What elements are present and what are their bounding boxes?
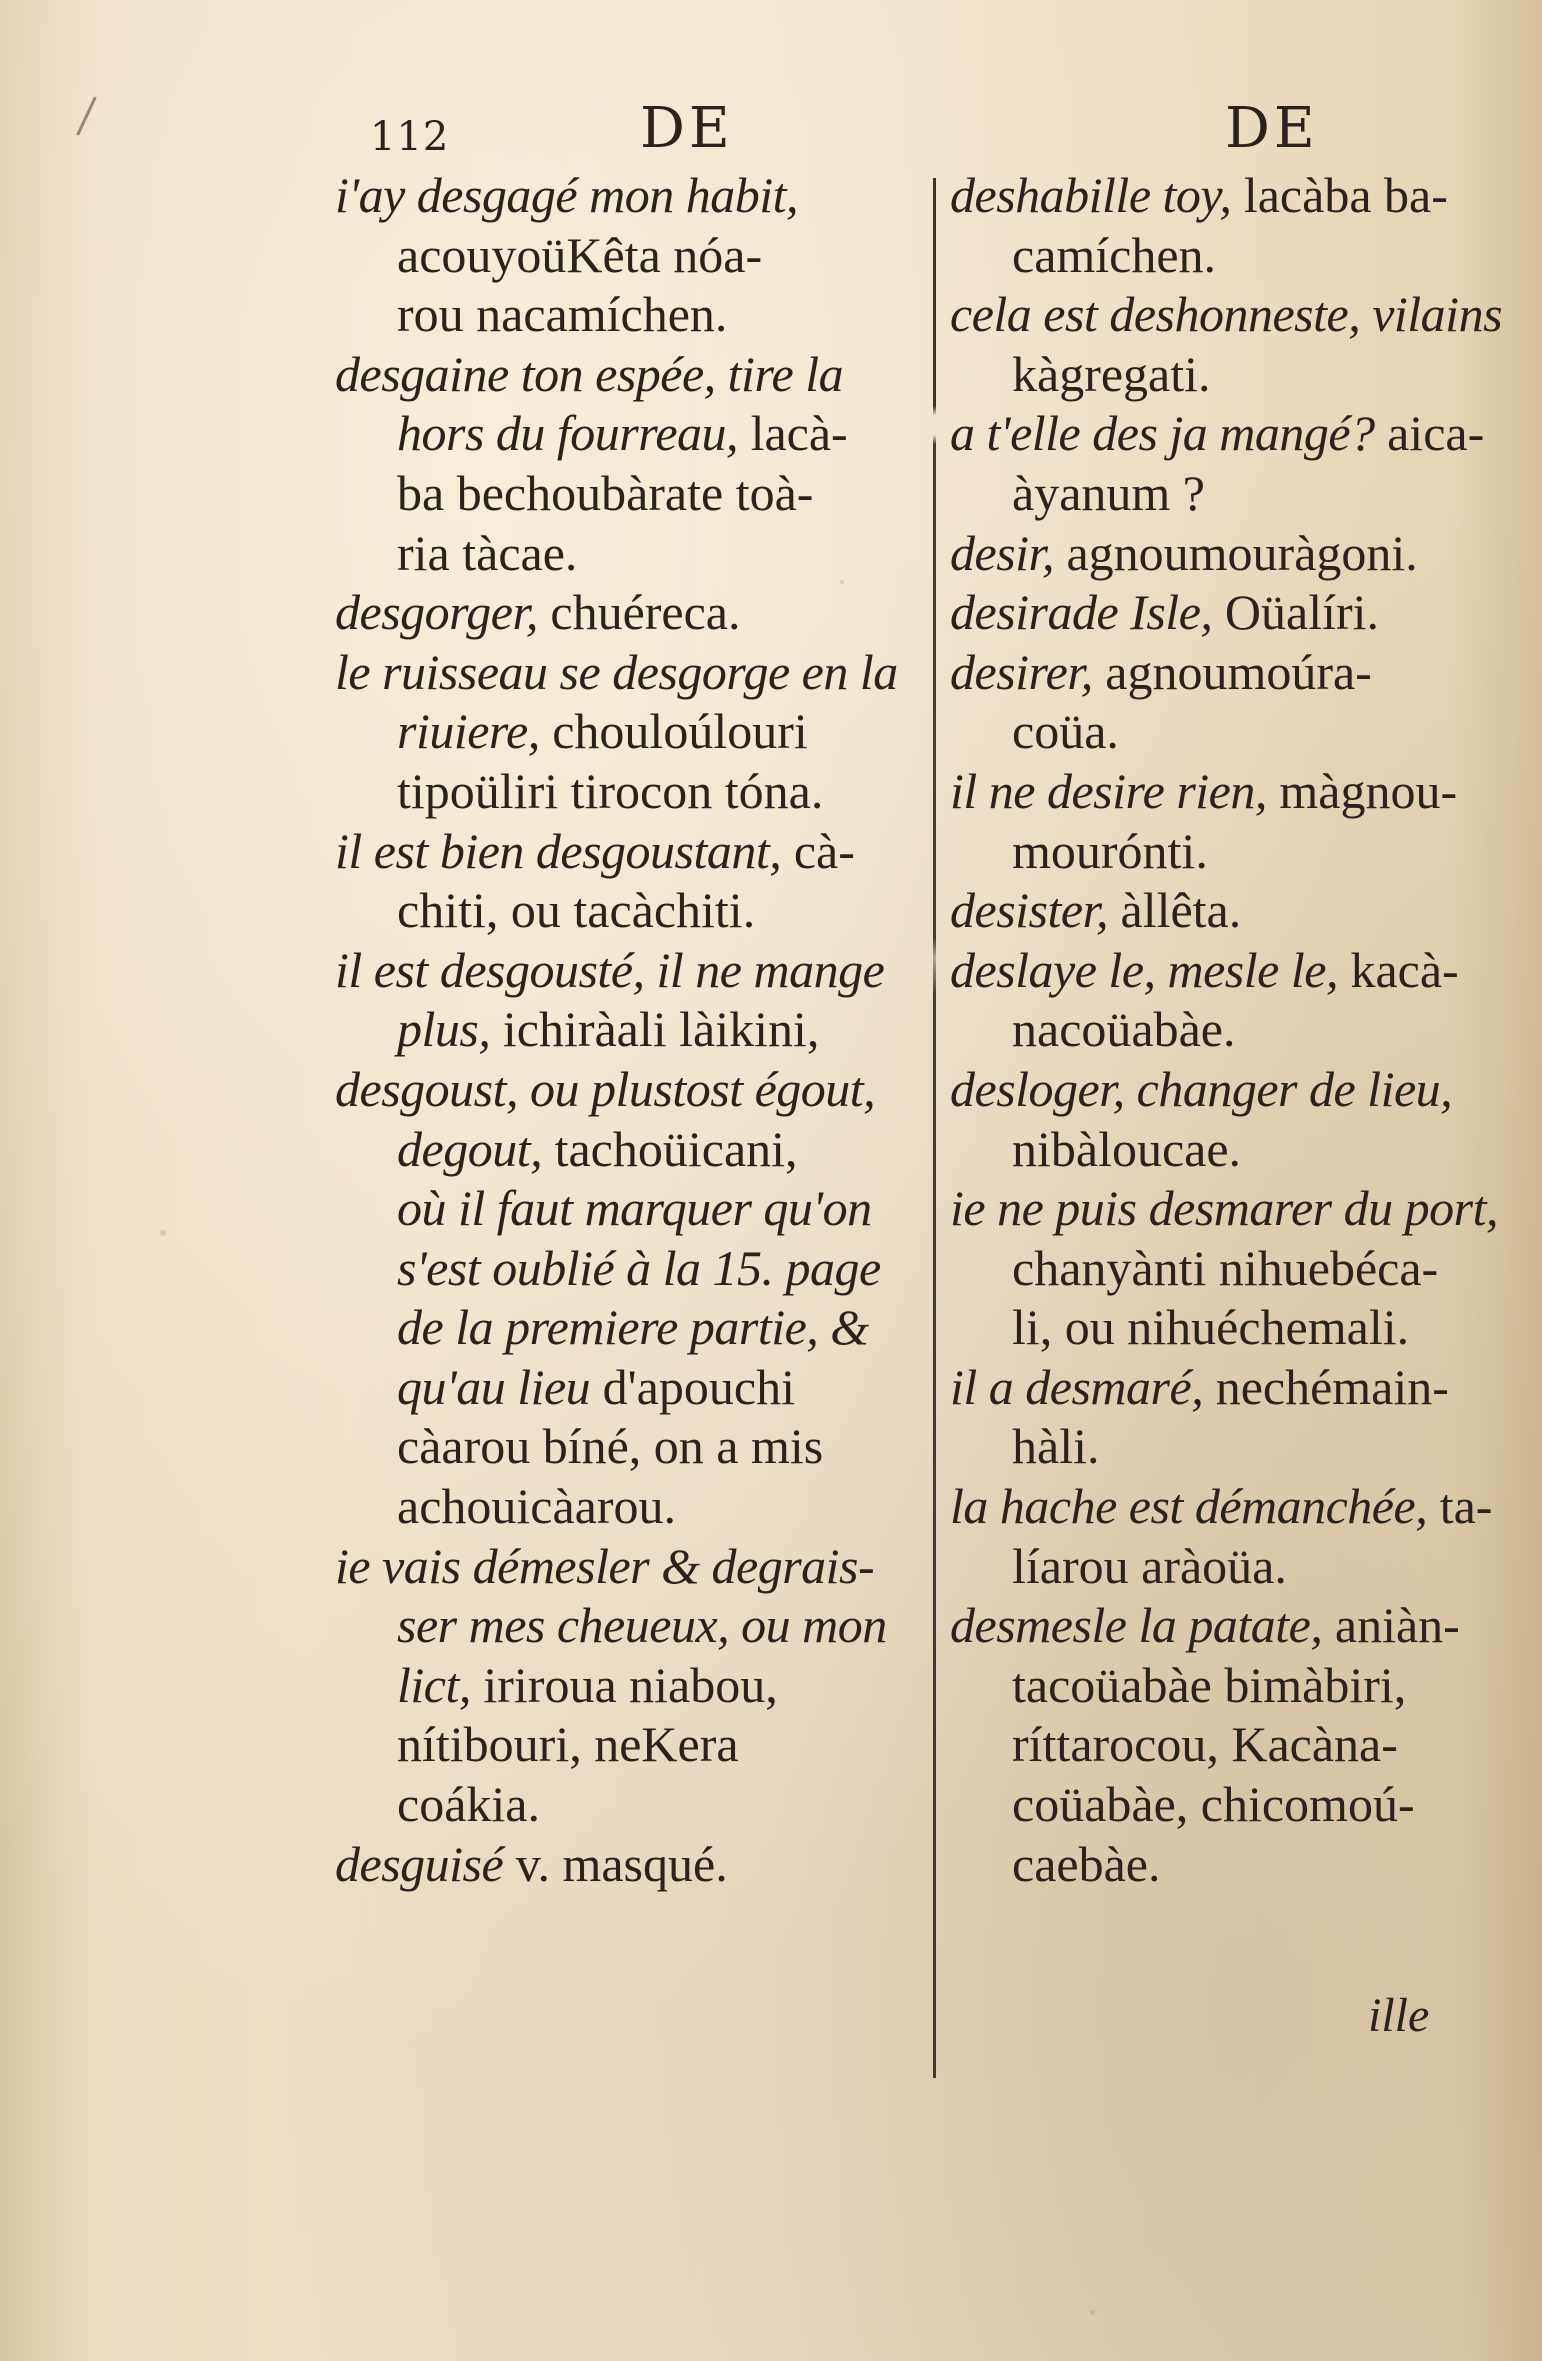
- catchword: ille: [1368, 1989, 1430, 2042]
- right-column-line: [950, 345, 1510, 405]
- carib-translation: hàli.: [1012, 1418, 1100, 1475]
- left-column-line: [335, 583, 925, 643]
- paper-speck: [1090, 2310, 1095, 2315]
- french-entry: s'est oublié à la 15. page: [397, 1239, 881, 1296]
- right-column-line: [950, 1715, 1510, 1775]
- right-column-line: [950, 1537, 1510, 1597]
- carib-translation: mourónti.: [1012, 822, 1208, 879]
- right-column-line: [950, 881, 1510, 941]
- left-column-line: [335, 941, 925, 1001]
- left-column-line: [335, 1537, 925, 1597]
- page-number: 112: [370, 114, 450, 160]
- french-entry: desgoust, ou plustost égout,: [335, 1060, 876, 1117]
- right-column-line: [950, 1120, 1510, 1180]
- right-column-line: [950, 1656, 1510, 1716]
- carib-translation: chanyànti nihuebéca-: [1012, 1239, 1439, 1296]
- carib-translation: iriroua niabou,: [470, 1656, 778, 1713]
- left-column-line: [335, 1417, 925, 1477]
- left-column-line: [335, 404, 925, 464]
- french-entry: degout,: [397, 1120, 543, 1177]
- right-column-line: [950, 404, 1510, 464]
- french-entry: deshabille toy,: [950, 167, 1232, 223]
- left-column-line: [335, 1000, 925, 1060]
- carib-translation: chouloúlouri: [539, 703, 808, 760]
- french-entry: ser mes cheueux, ou mon: [397, 1597, 887, 1654]
- french-entry: riuiere,: [397, 703, 540, 760]
- carib-translation: lacàba ba-: [1231, 167, 1448, 223]
- left-column-line: [335, 166, 925, 226]
- carib-translation: lacà-: [738, 405, 848, 462]
- carib-translation: nítibouri, neKera: [397, 1716, 739, 1773]
- carib-translation: achouicàarou.: [397, 1478, 677, 1535]
- french-entry: il a desmaré,: [950, 1358, 1204, 1415]
- carib-translation: aica-: [1374, 405, 1485, 462]
- left-column-line: [335, 1835, 925, 1895]
- right-column-line: [950, 702, 1510, 762]
- carib-translation: nechémain-: [1203, 1358, 1449, 1415]
- carib-translation: chuéreca.: [537, 584, 741, 641]
- right-column-line: [950, 1060, 1510, 1120]
- french-entry: desloger, changer de lieu,: [950, 1060, 1453, 1117]
- left-column-line: [335, 1060, 925, 1120]
- right-column-line: [950, 822, 1510, 882]
- right-column-line: [950, 1179, 1510, 1239]
- running-head-left: DE: [640, 96, 734, 161]
- right-column-line: [950, 226, 1510, 286]
- left-column-line: [335, 1477, 925, 1537]
- left-column-line: [335, 1715, 925, 1775]
- right-column-line: [950, 762, 1510, 822]
- left-column-line: [335, 1775, 925, 1835]
- french-entry: lict,: [397, 1656, 471, 1713]
- carib-translation: cà-: [781, 822, 855, 879]
- french-entry: plus,: [397, 1001, 491, 1058]
- left-column-line: [335, 1120, 925, 1180]
- left-column-line: [335, 1656, 925, 1716]
- left-column-line: [335, 643, 925, 703]
- french-entry: desgorger,: [335, 584, 538, 641]
- french-entry: desir,: [950, 524, 1054, 581]
- french-entry: il est desgousté, il ne mange: [335, 941, 885, 998]
- carib-translation: Oüalíri.: [1212, 584, 1380, 641]
- french-entry: desirer,: [950, 643, 1093, 700]
- carib-translation: àllêta.: [1108, 882, 1242, 939]
- carib-translation: nibàloucae.: [1012, 1120, 1242, 1177]
- carib-translation: ba bechoubàrate toà-: [397, 464, 814, 521]
- carib-translation: d'apouchi: [590, 1358, 795, 1415]
- french-entry: la hache est démanchée,: [950, 1478, 1428, 1535]
- carib-translation: li, ou nihuéchemali.: [1012, 1299, 1410, 1356]
- running-head-right: DE: [1225, 96, 1319, 161]
- left-column-line: [335, 762, 925, 822]
- carib-translation: ta-: [1427, 1478, 1493, 1535]
- carib-translation: coüabàe, chicomoú-: [1012, 1776, 1415, 1833]
- column-divider: [933, 178, 936, 2078]
- carib-translation: tipoüliri tirocon tóna.: [397, 762, 824, 819]
- right-column-line: [950, 1358, 1510, 1418]
- carib-translation: chiti, ou tacàchiti.: [397, 882, 756, 939]
- left-column-line: [335, 524, 925, 584]
- left-column-line: [335, 1239, 925, 1299]
- right-column: [950, 166, 1510, 1894]
- right-column-line: [950, 643, 1510, 703]
- french-entry: desgaine ton espée, tire la: [335, 345, 844, 402]
- french-entry: i'ay desgagé mon habit,: [335, 167, 799, 223]
- carib-translation: acouyoüKêta nóa-: [397, 226, 763, 283]
- carib-translation: coákia.: [397, 1776, 540, 1833]
- french-entry: il ne desire rien,: [950, 762, 1267, 819]
- carib-translation: caebàe.: [1012, 1835, 1161, 1892]
- carib-translation: agnoumouràgoni.: [1053, 524, 1418, 581]
- carib-translation: càarou bíné, on a mis: [397, 1418, 824, 1475]
- right-column-line: [950, 1000, 1510, 1060]
- carib-translation: camíchen.: [1012, 226, 1217, 283]
- carib-translation: rou nacamíchen.: [397, 286, 728, 343]
- left-column-line: [335, 226, 925, 286]
- carib-translation: tacoüabàe bimàbiri,: [1012, 1656, 1407, 1713]
- left-column-line: [335, 285, 925, 345]
- right-column-line: [950, 1239, 1510, 1299]
- carib-translation: kàgregati.: [1012, 345, 1211, 402]
- carib-translation: coüa.: [1012, 703, 1119, 760]
- right-column-line: [950, 1835, 1510, 1895]
- french-entry: le ruisseau se desgorge en la: [335, 643, 898, 700]
- carib-translation: nacoüabàe.: [1012, 1001, 1236, 1058]
- french-entry: desmesle la patate,: [950, 1597, 1323, 1654]
- left-column-line: [335, 345, 925, 405]
- french-entry: il est bien desgoustant,: [335, 822, 782, 879]
- paper-speck: [160, 1230, 166, 1236]
- french-entry: de la premiere partie, &: [397, 1299, 869, 1356]
- french-entry: desguisé: [335, 1835, 504, 1892]
- carib-translation: màgnou-: [1266, 762, 1458, 819]
- carib-translation: agnoumoúra-: [1092, 643, 1372, 700]
- carib-translation: ichiràali làikini,: [490, 1001, 820, 1058]
- left-column-line: [335, 1596, 925, 1656]
- french-entry: hors du fourreau,: [397, 405, 739, 462]
- page-header: [0, 96, 1542, 166]
- left-column-line: [335, 822, 925, 882]
- left-column-line: [335, 702, 925, 762]
- french-entry: a t'elle des ja mangé?: [950, 405, 1375, 462]
- french-entry: desister,: [950, 882, 1108, 939]
- french-entry: ie ne puis desmarer du port,: [950, 1180, 1498, 1237]
- right-column-line: [950, 1596, 1510, 1656]
- carib-translation: ria tàcae.: [397, 524, 578, 581]
- right-column-line: [950, 941, 1510, 1001]
- carib-translation: aniàn-: [1322, 1597, 1460, 1654]
- carib-translation: kacà-: [1337, 941, 1459, 998]
- left-column-line: [335, 1179, 925, 1239]
- carib-translation: v. masqué.: [503, 1835, 728, 1892]
- right-column-line: [950, 1417, 1510, 1477]
- carib-translation: líarou aràoüa.: [1012, 1537, 1287, 1594]
- right-column-line: [950, 524, 1510, 584]
- right-column-line: [950, 285, 1510, 345]
- french-entry: deslaye le, mesle le,: [950, 941, 1338, 998]
- french-entry: où il faut marquer qu'on: [397, 1180, 872, 1237]
- french-entry: ie vais démesler & degrais-: [335, 1537, 875, 1594]
- carib-translation: ríttarocou, Kacàna-: [1012, 1716, 1398, 1773]
- right-column-line: [950, 1775, 1510, 1835]
- right-column-line: [950, 583, 1510, 643]
- right-column-line: [950, 166, 1510, 226]
- french-entry: cela est deshonneste, vilains: [950, 286, 1503, 343]
- right-column-line: [950, 464, 1510, 524]
- left-column-line: [335, 1298, 925, 1358]
- right-column-line: [950, 1477, 1510, 1537]
- right-column-line: [950, 1298, 1510, 1358]
- carib-translation: àyanum ?: [1012, 464, 1205, 521]
- french-entry: desirade Isle,: [950, 584, 1213, 641]
- carib-translation: tachoüicani,: [542, 1120, 798, 1177]
- left-column-line: [335, 1358, 925, 1418]
- french-entry: qu'au lieu: [397, 1358, 591, 1415]
- left-column: [335, 166, 925, 1894]
- left-column-line: [335, 464, 925, 524]
- left-column-line: [335, 881, 925, 941]
